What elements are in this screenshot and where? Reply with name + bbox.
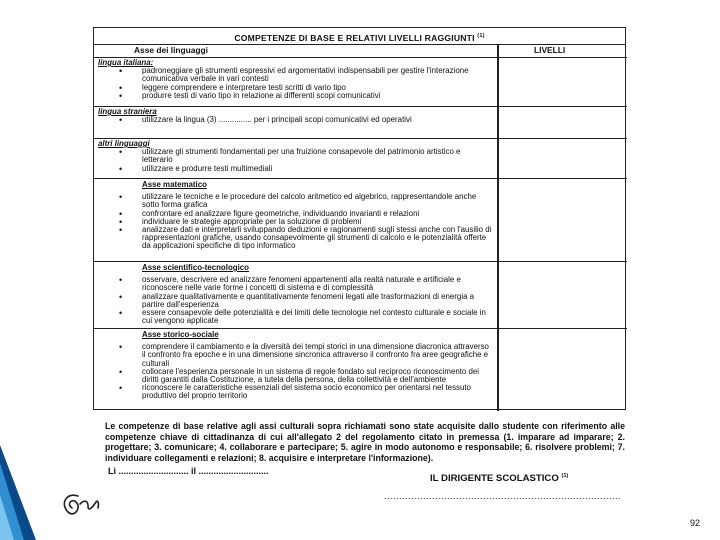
corner-decoration [0,445,40,540]
list-item: • leggere comprendere e interpretare testi scritti di vario tipo [94,84,497,92]
section-lingua-italiana [94,59,497,100]
section-asse-storico [94,331,497,401]
list-item: • individuare le strategie appropriate per la soluzione di problemi [94,218,497,226]
list-item: • utilizzare le tecniche e le procedure del calcolo aritmetico ed algebrico, rappresentandole anche sotto forma grafica [94,193,497,209]
header-left-text: Asse dei linguaggi [134,45,208,55]
list-item: • comprendere il cambiamento e la diversità dei tempi storici in una dimensione diacronica attraverso il confronto fra epoche e in una dimensione sincronica attraverso il confronto fra aree geografiche e culturali [94,343,497,368]
section-title: Asse storico-sociale [142,330,219,339]
list-item: • produrre testi di vario tipo in relazione ai differenti scopi comunicativi [94,92,497,100]
footer-paragraph: Le competenze di base relative agli assi culturali sopra richiamati sono state acquisite dallo studente con riferimento alle competenze chiave di cittadinanza di cui all'allegato 2 del regolamento citato in premessa (1. imparare ad imparare; 2. progettare; 3. comunicare; 4. collaborare e partecipare; 5. agire in modo autonomo e responsabile; 6. risolvere problemi; 7. individuare collegamenti e relazioni; 8. acquisire e interpretare l'informazione). [105,421,625,463]
divider [94,178,627,179]
divider [94,261,627,262]
signer-title [430,473,568,484]
list-item: • riconoscere le caratteristiche essenziali del sistema socio economico per orientarsi nel tessuto produttivo del proprio territorio [94,384,497,400]
divider [94,138,627,139]
signer-text: IL DIRIGENTE SCOLASTICO [430,473,559,485]
header-axis-languages [94,44,497,58]
place-date-line: Lì ............................ il ............................ [108,466,269,476]
section-altri-linguaggi [94,140,497,173]
list-item: • padroneggiare gli strumenti espressivi ed argomentativi indispensabili per gestire l'interazione comunicativa verbale in vari contesti [94,67,497,83]
section-asse-scientifico [94,264,497,325]
section-title: lingua straniera [98,107,157,116]
section-title: Asse matematico [142,180,207,189]
section-title: altri linguaggi [98,139,150,148]
section-title: lingua italiana: [98,58,154,67]
header-levels [497,44,627,58]
list-item: • analizzare dati e interpretarli sviluppando deduzioni e ragionamenti sugli stessi anche con l'ausilio di rappresentazioni grafiche, usando consapevolmente gli strumenti di calcolo e le potenzialità offerte da applicazioni specifiche di tipo informatico [94,226,497,251]
list-item: • confrontare ed analizzare figure geometriche, individuando invarianti e relazioni [94,210,497,218]
list-item: • utilizzare gli strumenti fondamentali per una fruizione consapevole del patrimonio artistico e letterario [94,148,497,164]
list-item: • osservare, descrivere ed analizzare fenomeni appartenenti alla realtà naturale e artificiale e riconoscere nelle varie forme i concetti di sistema e di complessità [94,276,497,292]
section-title: Asse scientifico-tecnologico [142,263,249,272]
list-item: • utilizzare la lingua (3) ............... per i principali scopi comunicativi ed operativi [94,116,497,124]
document-title [94,28,625,45]
title-text: COMPETENZE DI BASE E RELATIVI LIVELLI RAGGIUNTI [234,32,475,43]
column-divider [497,44,499,411]
divider [94,328,627,329]
page-number: 92 [690,518,701,528]
list-item: • essere consapevole delle potenzialità e dei limiti delle tecnologie nel contesto culturale e sociale in cui vengono applicate [94,309,497,325]
list-item: • collocare l'esperienza personale in un sistema di regole fondato sul reciproco riconoscimento dei diritti garantiti dalla Costituzione, a tutela della persona, della collettività e dell'ambiente [94,368,497,384]
signer-note: (1) [561,473,569,479]
title-note: (1) [477,33,485,39]
header-right-text: LIVELLI [534,45,566,55]
list-item: • analizzare qualitativamente e quantitativamente fenomeni legati alle trasformazioni di energia a partire dall'esperienza [94,293,497,309]
competence-table [93,27,626,410]
signature-line: ............................................................................... [384,491,622,501]
divider [94,106,627,107]
section-lingua-straniera [94,108,497,124]
section-asse-matematico [94,181,497,251]
list-item: • utilizzare e produrre testi multimediali [94,165,497,173]
logo-icon [58,490,104,520]
